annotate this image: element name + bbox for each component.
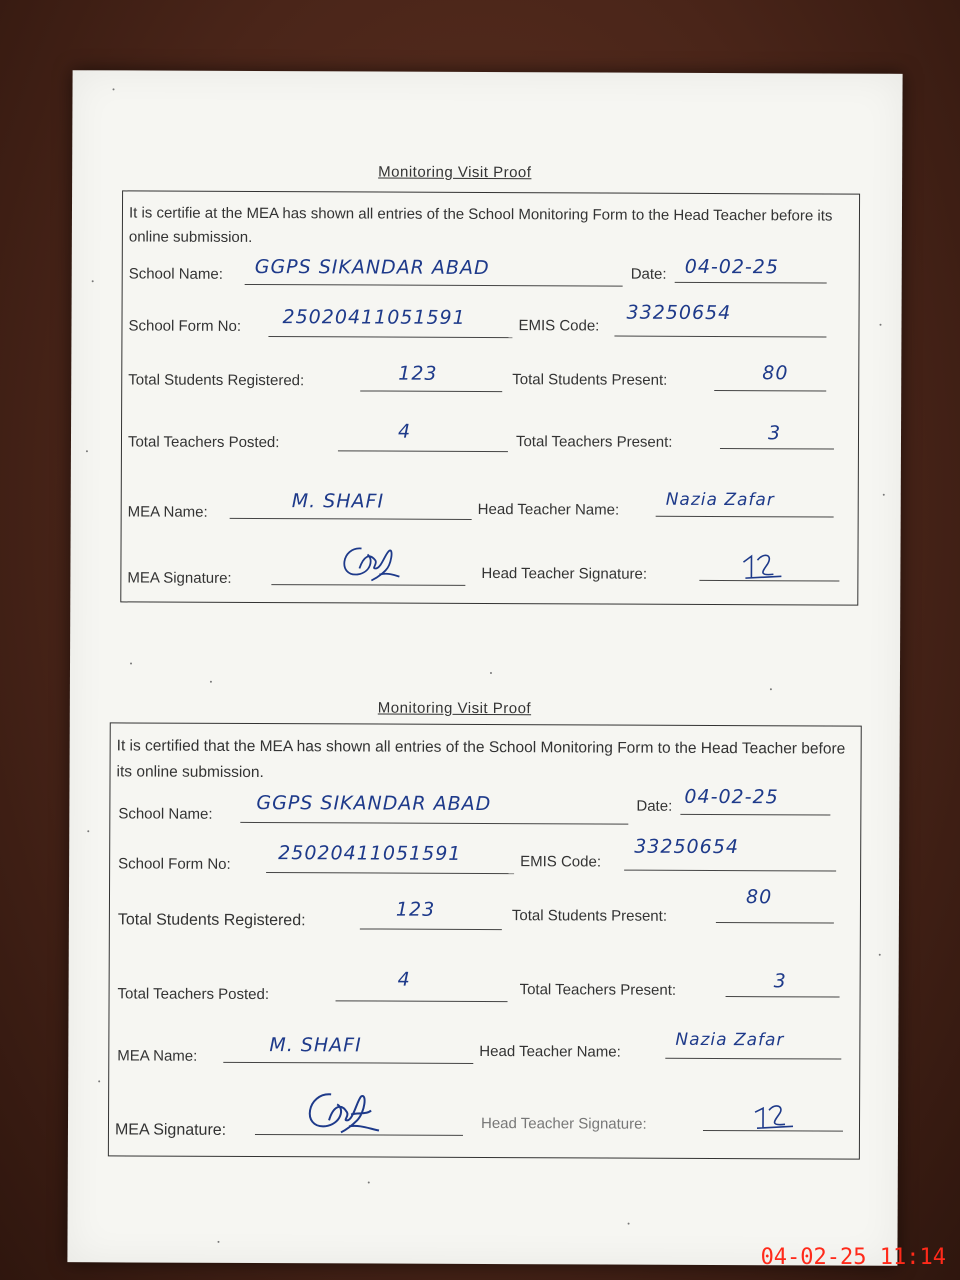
date-value: 04-02-25 (684, 255, 780, 279)
form-title: Monitoring Visit Proof (378, 163, 532, 182)
mea-signature (295, 1084, 385, 1140)
school-form-no-label: School Form No: (118, 855, 231, 873)
speck (87, 830, 89, 832)
speck (883, 494, 885, 496)
students-registered-value: 123 (398, 362, 438, 385)
form-title: Monitoring Visit Proof (377, 699, 532, 718)
speck (92, 280, 94, 282)
mea-signature (331, 538, 401, 584)
school-name-line (240, 822, 628, 825)
mea-signature-label: MEA Signature: (114, 1121, 227, 1139)
speck (879, 324, 881, 326)
speck (368, 1181, 370, 1183)
teachers-posted-line (338, 450, 508, 452)
students-present-label: Total Students Present: (511, 907, 668, 925)
paper-sheet (67, 70, 902, 1266)
students-registered-label: Total Students Registered: (128, 371, 305, 390)
head-teacher-name-label: Head Teacher Name: (477, 500, 620, 519)
students-present-value: 80 (745, 886, 773, 909)
emis-code-value: 33250654 (626, 301, 732, 325)
school-form-no-line (268, 336, 512, 338)
teachers-present-value: 3 (767, 422, 782, 445)
speck (130, 662, 132, 664)
school-name-line (245, 284, 623, 287)
emis-code-label: EMIS Code: (518, 317, 600, 335)
school-form-no-value: 25020411051591 (278, 842, 462, 865)
students-present-line (714, 390, 826, 391)
date-line (680, 814, 830, 816)
teachers-posted-value: 4 (397, 968, 411, 991)
school-name-value: GGPS SIKANDAR ABAD (254, 255, 490, 280)
date-line (675, 282, 827, 284)
teachers-present-value: 3 (773, 970, 787, 993)
students-registered-label: Total Students Registered: (117, 911, 306, 930)
teachers-posted-label: Total Teachers Posted: (117, 985, 270, 1004)
head-teacher-name-label: Head Teacher Name: (479, 1042, 621, 1061)
speck (628, 1223, 630, 1225)
speck (86, 450, 88, 452)
date-label: Date: (630, 265, 667, 283)
students-registered-line (360, 928, 502, 930)
teachers-present-line (720, 448, 834, 449)
school-form-no-line (266, 872, 514, 874)
teachers-posted-value: 4 (397, 420, 412, 443)
head-teacher-signature (749, 1100, 799, 1134)
students-present-value: 80 (762, 362, 789, 385)
mea-name-value: M. SHAFI (269, 1034, 362, 1057)
students-present-line (716, 922, 834, 924)
mea-name-line (230, 518, 472, 520)
speck (879, 954, 881, 956)
head-teacher-signature-label: Head Teacher Signature: (481, 564, 648, 583)
speck (210, 681, 212, 683)
certification-text: It is certifie at the MEA has shown all entries of the School Monitoring Form to the Head Teacher before its online submission. (128, 204, 833, 246)
school-name-label: School Name: (128, 265, 223, 283)
certification-text: It is certified that the MEA has shown all entries of the School Monitoring Form to the Head Teacher before its online submission. (116, 737, 846, 782)
speck (113, 88, 115, 90)
school-name-value: GGPS SIKANDAR ABAD (256, 792, 492, 816)
emis-code-value: 33250654 (634, 835, 739, 859)
speck (217, 1241, 219, 1243)
head-teacher-signature-label: Head Teacher Signature: (480, 1114, 647, 1133)
mea-name-value: M. SHAFI (291, 490, 385, 513)
mea-name-label: MEA Name: (127, 503, 208, 521)
teachers-present-line (726, 996, 840, 997)
students-present-label: Total Students Present: (512, 371, 668, 389)
date-value: 04-02-25 (684, 785, 779, 809)
head-teacher-name-line (665, 1058, 841, 1060)
timestamp: 04-02-25 11:14 (760, 1245, 946, 1270)
school-form-no-label: School Form No: (128, 317, 242, 335)
speck (770, 688, 772, 690)
form-box (108, 722, 862, 1159)
students-registered-value: 123 (395, 898, 436, 921)
mea-name-line (223, 1062, 473, 1064)
teachers-posted-line (336, 1000, 508, 1002)
emis-code-line (624, 870, 836, 872)
date-label: Date: (636, 797, 673, 815)
speck (98, 1080, 100, 1082)
head-teacher-name-line (656, 516, 834, 518)
head-teacher-name-value: Nazia Zafar (665, 489, 775, 511)
mea-signature-label: MEA Signature: (127, 569, 232, 587)
head-teacher-name-value: Nazia Zafar (675, 1029, 785, 1051)
students-registered-line (360, 390, 502, 392)
teachers-posted-label: Total Teachers Posted: (127, 433, 280, 452)
mea-name-label: MEA Name: (117, 1047, 198, 1065)
form-box (120, 190, 860, 605)
emis-code-line (614, 336, 826, 338)
head-teacher-signature (737, 548, 787, 584)
school-form-no-value: 25020411051591 (282, 306, 466, 329)
emis-code-label: EMIS Code: (520, 853, 602, 871)
teachers-present-label: Total Teachers Present: (519, 981, 677, 999)
school-name-label: School Name: (118, 805, 213, 823)
teachers-present-label: Total Teachers Present: (515, 433, 673, 451)
speck (490, 672, 492, 674)
